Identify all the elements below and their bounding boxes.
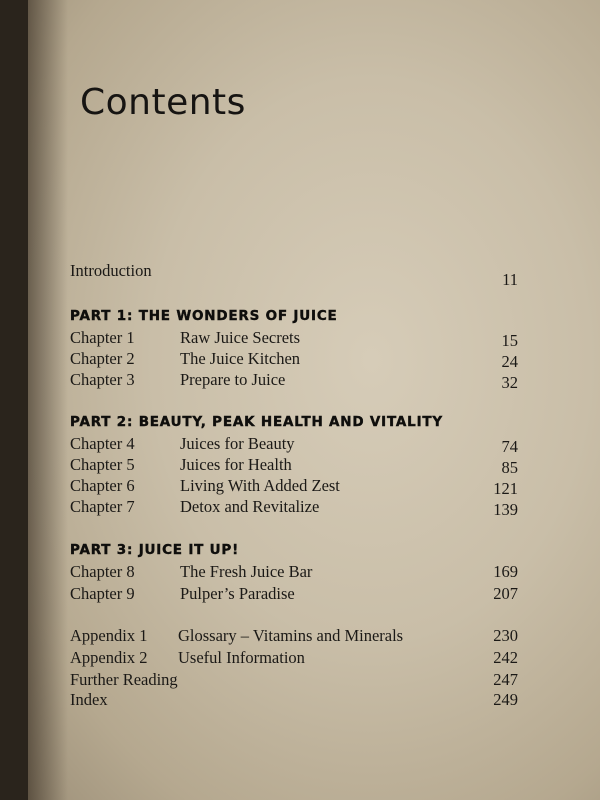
toc-entry-chapter-8: [28, 562, 600, 584]
book-page: [28, 0, 600, 800]
entry-title: The Juice Kitchen: [180, 349, 301, 368]
entry-page: 169: [493, 562, 518, 581]
toc-entry-appendix-2: [28, 648, 600, 670]
entry-label: Chapter 8: [70, 562, 135, 581]
entry-label: Introduction: [70, 261, 152, 280]
entry-page: 74: [501, 437, 518, 456]
entry-page: 85: [501, 458, 518, 477]
toc-entry-chapter-7: [28, 497, 600, 519]
entry-page: 247: [493, 670, 518, 689]
entry-page: 11: [502, 270, 518, 289]
part-heading-1: PART 1: THE WONDERS OF JUICE: [70, 308, 338, 324]
entry-title: Detox and Revitalize: [180, 497, 320, 516]
entry-title: Prepare to Juice: [180, 370, 286, 389]
entry-page: 32: [501, 373, 518, 392]
entry-page: 249: [493, 690, 518, 709]
entry-page: 15: [501, 331, 518, 350]
toc-entry-appendix-1: [28, 626, 600, 648]
entry-title: Pulper’s Paradise: [180, 584, 295, 603]
toc-entry-chapter-9: [28, 584, 600, 606]
toc-entry-chapter-2: [28, 349, 600, 371]
entry-title: The Fresh Juice Bar: [180, 562, 313, 581]
toc-entry-index: [28, 690, 600, 712]
part-heading-2: PART 2: BEAUTY, PEAK HEALTH AND VITALITY: [70, 414, 443, 430]
toc-entry-chapter-5: [28, 455, 600, 477]
entry-label: Chapter 2: [70, 349, 135, 368]
entry-label: Chapter 7: [70, 497, 135, 516]
part-heading-3: PART 3: JUICE IT UP!: [70, 542, 240, 558]
toc-entry-chapter-1: [28, 328, 600, 350]
entry-title: Raw Juice Secrets: [180, 328, 301, 347]
entry-title: Glossary – Vitamins and Minerals: [178, 626, 404, 645]
toc-entry-introduction: [28, 261, 600, 289]
entry-label: Chapter 6: [70, 476, 135, 495]
entry-page: 121: [493, 479, 518, 498]
entry-title: Living With Added Zest: [180, 476, 340, 495]
entry-page: 139: [493, 500, 518, 519]
toc-entry-chapter-3: [28, 370, 600, 392]
page-title: Contents: [80, 82, 246, 123]
entry-label: Chapter 4: [70, 434, 135, 453]
entry-label: Index: [70, 690, 108, 709]
entry-page: 242: [493, 648, 518, 667]
entry-page: 230: [493, 626, 518, 645]
entry-title: Juices for Health: [180, 455, 292, 474]
entry-label: Chapter 3: [70, 370, 135, 389]
entry-page: 24: [501, 352, 518, 371]
toc-entry-chapter-4: [28, 434, 600, 456]
toc-entry-further-reading: [28, 670, 600, 692]
entry-label: Appendix 1: [70, 626, 148, 645]
entry-label: Chapter 9: [70, 584, 135, 603]
entry-title: Juices for Beauty: [180, 434, 295, 453]
entry-page: 207: [493, 584, 518, 603]
entry-label: Chapter 1: [70, 328, 135, 347]
entry-label: Chapter 5: [70, 455, 135, 474]
entry-label: Further Reading: [70, 670, 178, 689]
entry-title: Useful Information: [178, 648, 305, 667]
entry-label: Appendix 2: [70, 648, 148, 667]
toc-entry-chapter-6: [28, 476, 600, 498]
